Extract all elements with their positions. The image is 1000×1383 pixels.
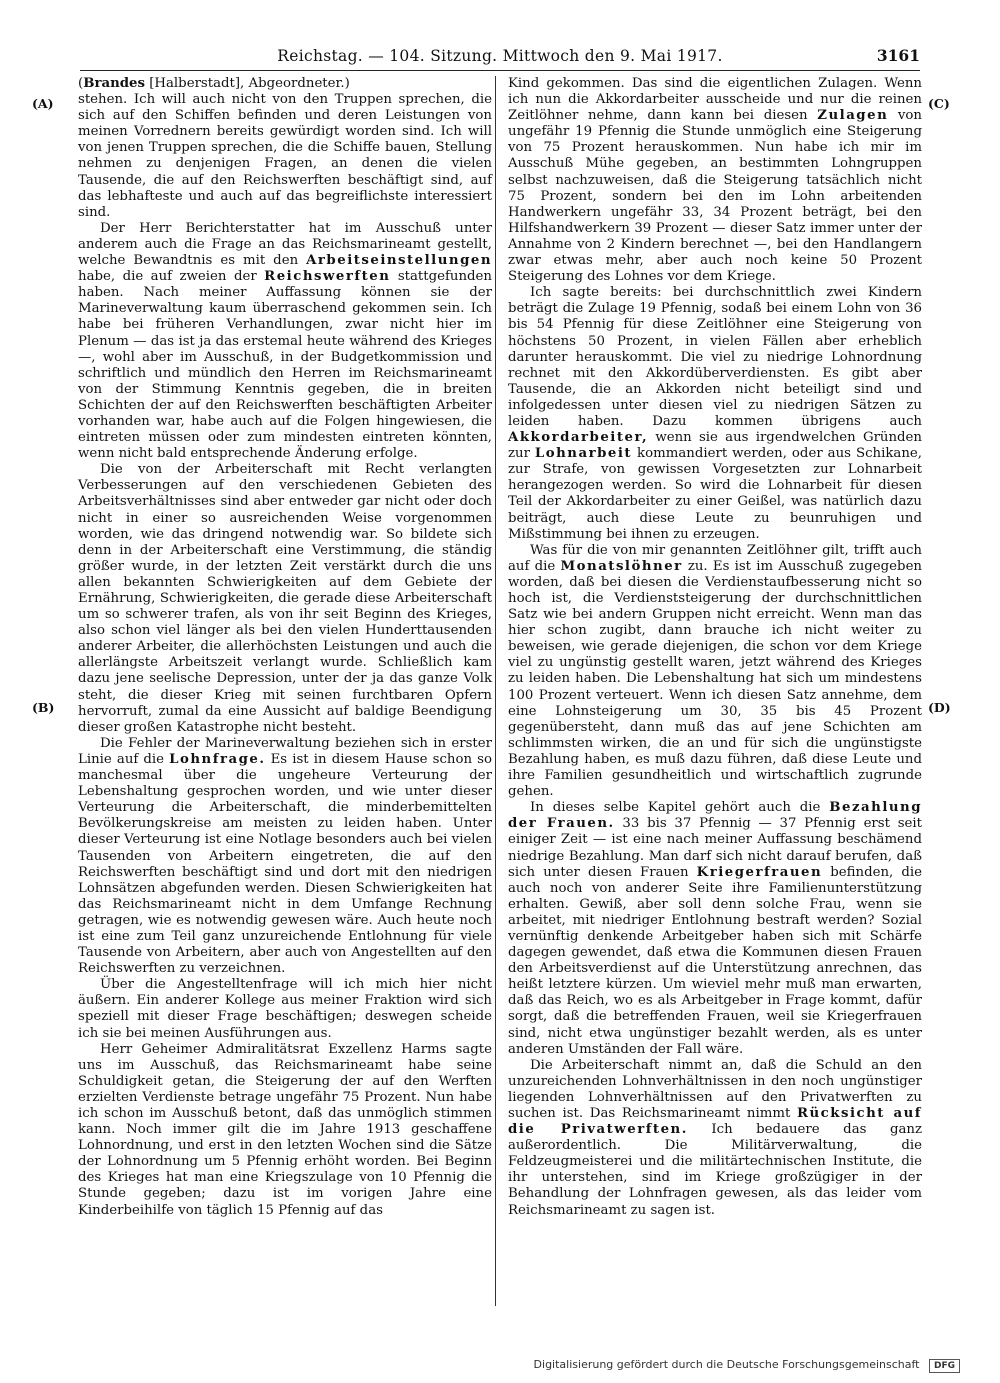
paragraph <box>78 736 492 977</box>
text-run: kommandiert werden, oder aus Schikane, zur Strafe, von gewissen Vorgesetzten zur Lohnarbeit herangezogen werden. So wird die Lohnarbeit für diesen Teil der Akkordarbeiter zu einer Geißel, was natürlich dazu beiträgt, auch diese Leute zu beunruhigen und Mißstimmung bei ihnen zu erzeugen. <box>508 446 922 542</box>
header-title: Reichstag. — 104. Sitzung. Mittwoch den 9. Mai 1917. <box>277 47 723 65</box>
margin-label-c: (C) <box>928 96 950 111</box>
paragraph <box>78 221 492 462</box>
page-header <box>80 44 920 71</box>
page-number: 3161 <box>876 46 920 65</box>
emphasis-bezahlung-der-frauen: Bezahlung der Frauen. <box>508 800 922 832</box>
text-run: 33 bis 37 Pfennig — 37 Pfennig erst seit einiger Zeit — ist eine nach meiner Auffassung beschämend niedrige Bezahlung. Man darf sich nicht darauf berufen, daß sich unter diesen Frauen <box>508 816 922 880</box>
emphasis-kriegerfrauen: Kriegerfrauen <box>696 864 823 880</box>
speaker-name: Brandes <box>83 76 145 91</box>
paragraph <box>508 76 922 285</box>
paragraph: Über die Angestelltenfrage will ich mich hier nicht äußern. Ein anderer Kollege aus meiner Fraktion wird sich speziell mit dieser Frage beschäftigen; deswegen scheide ich sie bei meinen Ausführungen aus. <box>78 977 492 1041</box>
text-run: Was für die von mir genannten Zeitlöhner gilt, trifft auch auf die <box>508 542 922 574</box>
paragraph: Die von der Arbeiterschaft mit Recht verlangten Verbesserungen auf den verschiedenen Gebieten des Arbeitsverhältnisses sind aber entweder gar nicht oder doch nicht in einer so ausreichenden Weise vorgenommen worden, wie das dringend notwendig war. So bildete sich denn in der Arbeiterschaft eine Verstimmung, die ständig größer wurde, in der letzten Zeit verstärkt durch die uns allen bekannten Schwierigkeiten auf dem Gebiete der Ernährung, Schwierigkeiten, die gerade diese Arbeiterschaft um so schwerer trafen, als von ihr seit Beginn des Krieges, also schon viel länger als bei den vielen Hunderttausenden anderer Arbeiter, die allerhöchsten Leistungen und auch die allerlängste Arbeitszeit verlangt wurde. Schließlich kam dazu jene seelische Depression, unter der ja das ganze Volk steht, die dieser Krieg mit seinen furchtbaren Opfern hervorruft, zumal da eine Aussicht auf baldige Beendigung dieser großen Katastrophe nicht besteht. <box>78 462 492 735</box>
left-column <box>78 76 492 1219</box>
emphasis-arbeitseinstellungen: Arbeitseinstellungen <box>306 253 492 269</box>
text-run: habe, die auf zweien der <box>78 269 265 285</box>
dfg-logo: DFG <box>929 1359 960 1373</box>
emphasis-zulagen: Zulagen <box>817 108 889 124</box>
footer <box>534 1358 960 1373</box>
text-run: befinden, die auch noch von anderer Seite ihre Familienunterstützung erhalten. Gewiß, aber soll denn solche Frau, wenn sie arbeitet, mit niedriger Entlohnung bestraft werden? Sozial vernünftig denkende Arbeitgeber haben sich mit Schärfe dagegen gewendet, daß etwa die Kommunen diesen Frauen den Arbeitsverdienst auf die Unterstützung anrechnen, das heißt letztere kürzen. Um wieviel mehr muß man erwarten, daß das Reich, wo es als Arbeitgeber in Frage kommt, dafür sorgt, daß die betreffenden Frauen, weil sie Kriegerfrauen sind, nicht etwa ungünstiger bezahlt werden, als es unter anderen Umständen der Fall wäre. <box>508 864 922 1057</box>
paragraph: stehen. Ich will auch nicht von den Truppen sprechen, die sich auf den Schiffen befinden und deren Leistungen von meinen Vorrednern bereits gewürdigt worden sind. Ich will von jenen Truppen sprechen, die die Schiffe bauen, Stellung nehmen zu denjenigen Fragen, an denen die vielen Tausende, die auf den Reichswerften beschäftigt sind, auf das lebhafteste und auch auf das begreiflichste interessiert sind. <box>78 92 492 220</box>
paragraph <box>508 543 922 801</box>
emphasis-privatwerften: Rücksicht auf die Privatwerften. <box>508 1106 922 1138</box>
emphasis-lohnarbeit: Lohnarbeit <box>534 446 633 462</box>
text-run: Die Fehler der Marineverwaltung beziehen sich in erster Linie auf die <box>78 735 492 767</box>
text-run: von ungefähr 19 Pfennig die Stunde unmöglich eine Steigerung von 75 Prozent herauskommen. Nun habe ich mir im Ausschuß Mühe gegeben, an bestimmten Lohngruppen selbst nachzuweisen, daß die Steigerung tatsächlich nicht 75 Prozent, sondern bei den im Lohn arbeitenden Handwerkern ungefähr 33, 34 Prozent beträgt, bei den Hilfshandwerkern 39 Prozent — dieser Satz immer unter der Annahme von 2 Kindern berechnet —, bei den Handlangern zwar etwas mehr, aber auch noch keine 50 Prozent Steigerung des Lohnes vor dem Kriege. <box>508 108 922 285</box>
margin-label-d: (D) <box>928 700 951 715</box>
emphasis-akkordarbeiter: Akkordarbeiter, <box>508 430 649 446</box>
text-run: Der Herr Berichterstatter hat im Ausschuß unter anderem auch die Frage an das Reichsmarineamt gestellt, welche Bewandtnis es mit den <box>78 220 492 269</box>
text-run: Die Arbeiterschaft nimmt an, daß die Schuld an den unzureichenden Lohnverhältnissen in den noch ungünstiger liegenden Lohnverhältnissen auf den Privatwerften zu suchen ist. Das Reichsmarineamt nimmt <box>508 1057 922 1121</box>
column-divider <box>495 76 496 1306</box>
text-run: wenn sie aus irgendwelchen Gründen zur <box>508 430 922 462</box>
text-run: stattgefunden haben. Nach meiner Auffassung können sie der Marineverwaltung kaum überraschend gekommen sein. Ich habe bei früheren Verhandlungen, zwar nicht hier im Plenum — das ist ja das erstemal heute während des Krieges —, wohl aber im Ausschuß, in der Budgetkommission und schriftlich und mündlich den Herren im Reichsmarineamt von der Stimmung Kenntnis gegeben, die in breiten Schichten der auf den Reichswerften beschäftigten Arbeiter vorhanden war, habe auch auf die Folgen hingewiesen, die eintreten müssen oder zum mindesten eintreten könnten, wenn nicht bald entsprechende Änderung erfolge. <box>78 269 492 462</box>
text-run: Kind gekommen. Das sind die eigentlichen Zulagen. Wenn ich nun die Akkordarbeiter ausscheide und nur die reinen Zeitlöhner nehme, dann kann bei diesen <box>508 76 922 124</box>
text-run: Es ist in diesem Hause schon so manchesmal über die ungeheure Verteurung der Lebenshaltung gesprochen worden, und wie unter dieser Verteurung die Arbeiterschaft, die minderbemittelten Bevölkerungskreise am meisten zu leiden haben. Unter dieser Verteurung ist eine Notlage besonders auch bei vielen Tausenden von Arbeitern eingetreten, die auf den Reichswerften beschäftigt sind und dort mit den niedrigen Lohnsätzen abgefunden werden. Diesen Schwierigkeiten hat das Reichsmarineamt nicht in dem Umfange Rechnung getragen, wie es notwendig gewesen wäre. Auch heute noch ist eine zum Teil ganz unzureichende Entlohnung für viele Tausende von Arbeitern, aber auch von Angestellten auf den Reichswerften zu verzeichnen. <box>78 751 492 977</box>
text-run: Ich bedauere das ganz außerordentlich. Die Militärverwaltung, die Feldzeugmeisterei und die militärtechnischen Institute, die ihr unterstehen, sind im Kriege großzügiger in der Behandlung der Lohnfragen gewesen, als das leider vom Reichsmarineamt zu sagen ist. <box>508 1122 922 1218</box>
right-column <box>508 76 922 1219</box>
emphasis-lohnfrage: Lohnfrage. <box>169 751 266 767</box>
paragraph <box>508 800 922 1058</box>
text-run: Ich sagte bereits: bei durchschnittlich zwei Kindern beträgt die Zulage 19 Pfennig, sodaß bei einem Lohn von 36 bis 54 Pfennig für diese Zeitlöhner eine Steigerung von höchstens 50 Prozent, in vielen Fällen aber erheblich darunter herauskommt. Die viel zu niedrige Lohnordnung rechnet mit den Akkordüberverdiensten. Es gibt aber Tausende, die an Akkorden nicht beteiligt sind und infolgedessen unter diesen viel zu niedrigen Sätzen zu leiden haben. Dazu kommen übrigens auch <box>508 285 922 429</box>
margin-label-b: (B) <box>32 700 55 715</box>
text-run: In dieses selbe Kapitel gehört auch die <box>530 800 830 816</box>
speaker-line: (Brandes [Halberstadt], Abgeordneter.) <box>78 76 350 91</box>
emphasis-reichswerften: Reichswerften <box>264 269 391 285</box>
paragraph: Herr Geheimer Admiralitätsrat Exzellenz Harms sagte uns im Ausschuß, das Reichsmarineamt habe seine Schuldigkeit getan, die Steigerung der auf den Werften erzielten Verdienste betrage ungefähr 75 Prozent. Nun habe ich schon im Ausschuß betont, daß das unmöglich stimmen kann. Noch immer gilt die im Jahre 1913 geschaffene Lohnordnung, und erst in den letzten Wochen sind die Sätze der Lohnordnung um 5 Pfennig erhöht worden. Bei Beginn des Krieges hat man eine Kriegszulage von 10 Pfennig die Stunde gegeben; dazu ist im vorigen Jahre eine Kinderbeihilfe von täglich 15 Pfennig auf das <box>78 1041 492 1218</box>
text-run: zu. Es ist im Ausschuß zugegeben worden, daß bei diesen die Verdienstaufbesserung nicht so hoch ist, die Verdienststeigerung der durchschnittlichen Satz wie bei andern Gruppen nicht erreicht. Wenn man das hier schon zugibt, dann brauche ich nicht weiter zu beweisen, wie gerade diejenigen, die schon vor dem Kriege viel zu ungünstig gestellt waren, jetzt während des Krieges zu leiden haben. Die Lebenshaltung hat sich um mindestens 100 Prozent verteuert. Wenn ich diesen Satz annehme, dem eine Lohnsteigerung um 30, 35 bis 45 Prozent gegenübersteht, dann muß das auf jene Schichten am schlimmsten wirken, die an und für sich die ungünstigste Bezahlung haben, es muß dazu führen, daß diese Leute und ihre Familien gesundheitlich und wirtschaftlich zugrunde gehen. <box>508 558 922 800</box>
footer-credit: Digitalisierung gefördert durch die Deutsche Forschungsgemeinschaft <box>533 1358 920 1371</box>
speaker-role: [Halberstadt], Abgeordneter.) <box>149 76 350 91</box>
paragraph <box>508 1058 922 1219</box>
emphasis-monatsloehner: Monatslöhner <box>560 558 683 574</box>
paragraph <box>508 285 922 543</box>
margin-label-a: (A) <box>32 96 54 111</box>
